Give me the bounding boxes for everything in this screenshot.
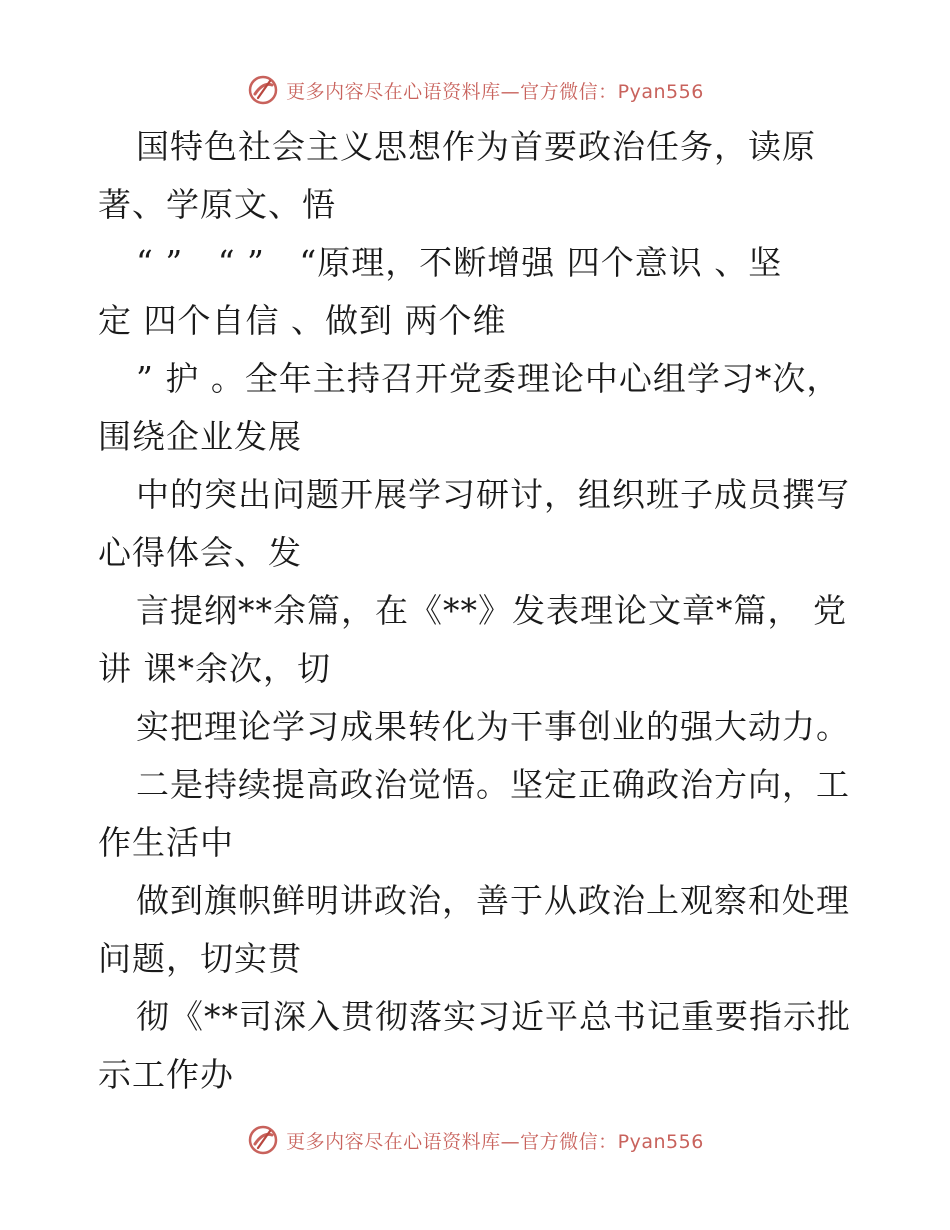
text-line: “ ” “ ” “原理，不断增强 四个意识 、坚: [136, 243, 783, 282]
footer-banner: [0, 1120, 950, 1160]
text-line: 国特色社会主义思想作为首要政治任务，读原: [136, 127, 816, 166]
text-line: 问题，切实贯: [98, 939, 302, 978]
text-line: 做到旗帜鲜明讲政治，善于从政治上观察和处理: [136, 881, 850, 920]
text-line: 作生活中: [98, 823, 234, 862]
text-line: 定 四个自信 、做到 两个维: [98, 301, 507, 340]
brand-logo-icon: [246, 73, 280, 107]
text-line: 围绕企业发展: [98, 417, 302, 456]
text-line: 讲 课*余次，切: [98, 649, 331, 688]
text-line: 二是持续提高政治觉悟。坚定正确政治方向，工: [136, 765, 850, 804]
brand-logo-icon: [246, 1123, 280, 1157]
text-line: 示工作办: [98, 1055, 234, 1094]
text-line: 实把理论学习成果转化为干事创业的强大动力。: [136, 707, 850, 746]
text-line: 心得体会、发: [98, 533, 302, 572]
banner-text: 更多内容尽在心语资料库—官方微信：Pyan556: [286, 80, 704, 103]
text-line: ” 护 。全年主持召开党委理论中心组学习*次，: [136, 359, 841, 398]
document-body: [98, 118, 858, 1104]
text-line: 中的突出问题开展学习研讨，组织班子成员撰写: [136, 475, 850, 514]
text-line: 著、学原文、悟: [98, 185, 336, 224]
text-line: 言提纲**余篇，在《**》发表理论文章*篇， 党: [136, 591, 847, 630]
header-banner: [0, 70, 950, 110]
text-line: 彻《**司深入贯彻落实习近平总书记重要指示批: [136, 997, 851, 1036]
banner-text: 更多内容尽在心语资料库—官方微信：Pyan556: [286, 1130, 704, 1153]
